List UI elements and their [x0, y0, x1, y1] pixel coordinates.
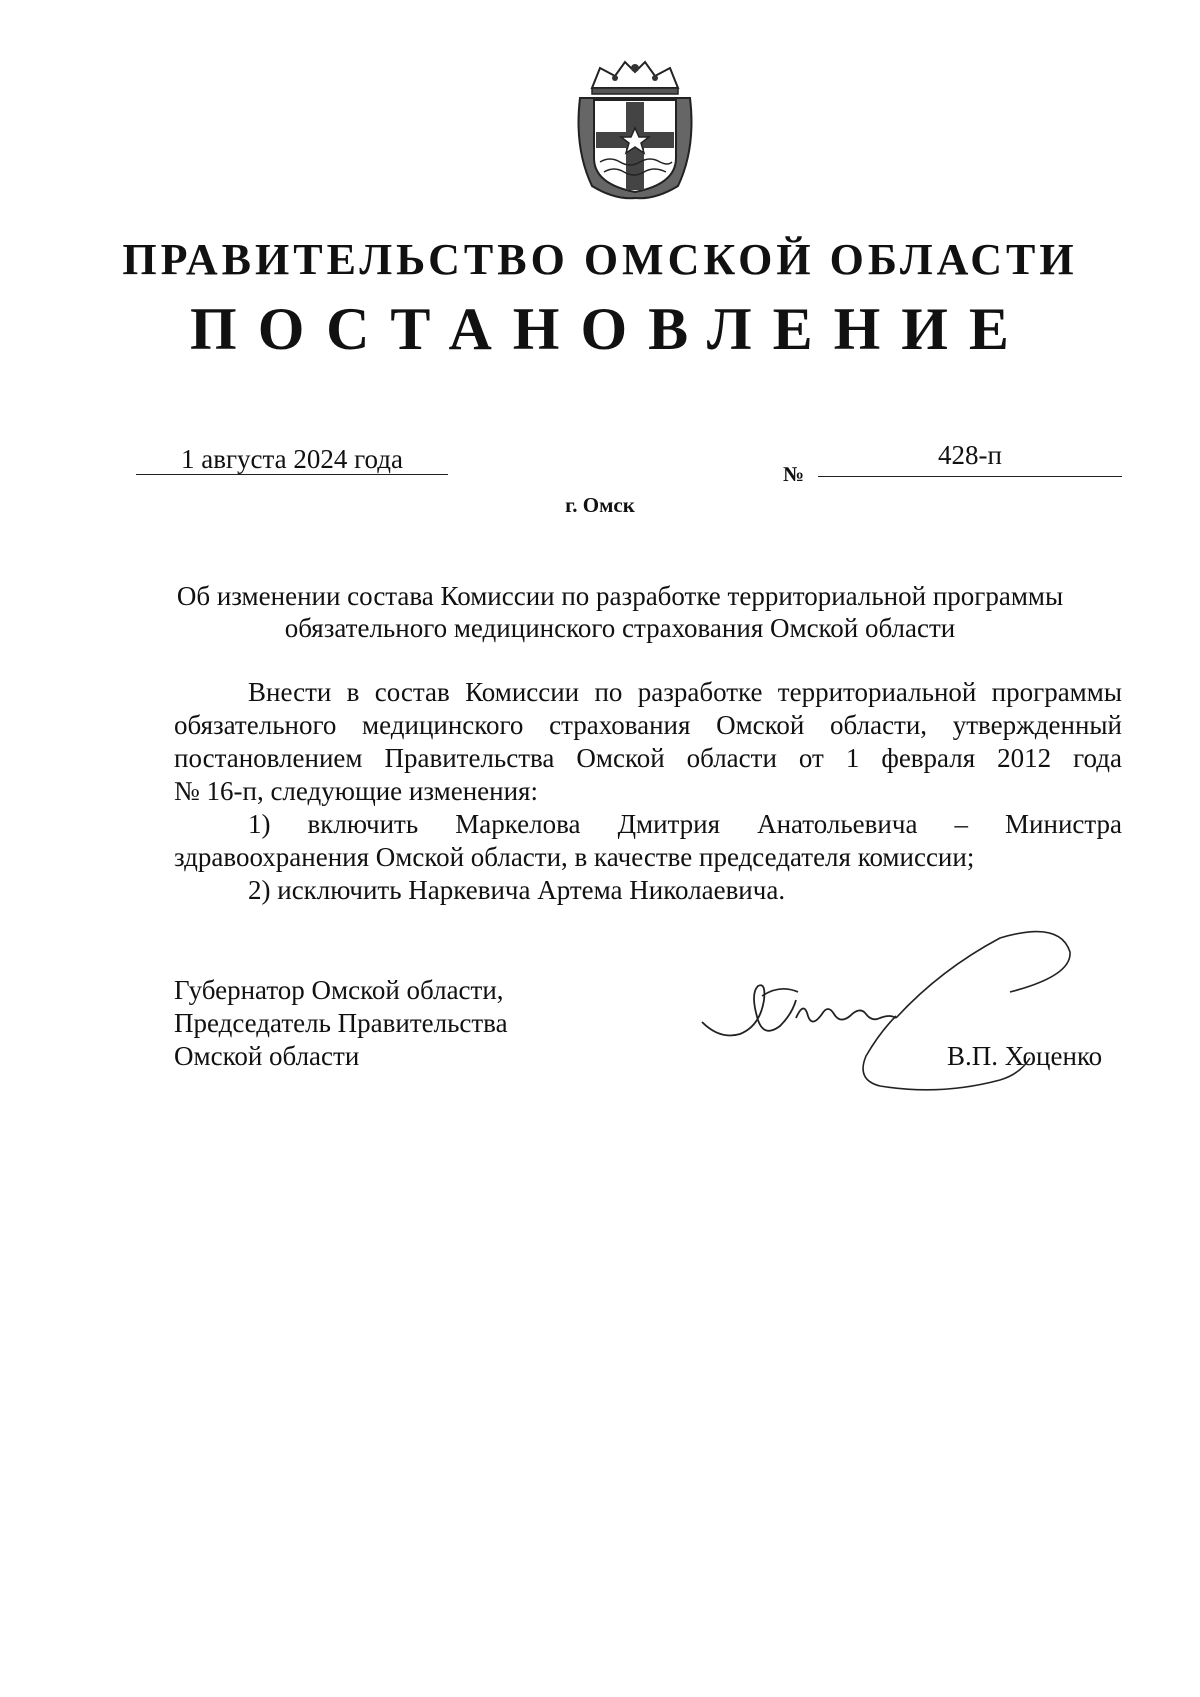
body-line: обязательного медицинского страхования Омской области, утвержденный [174, 710, 1122, 740]
document-type-title: ПОСТАНОВЛЕНИЕ [190, 296, 1030, 362]
signatory-title-line: Губернатор Омской области, [174, 975, 504, 1005]
coat-of-arms-icon [570, 58, 700, 200]
signatory-name: В.П. Хоценко [947, 1041, 1103, 1071]
body-line: Внести в состав Комиссии по разработке территориальной программы [248, 677, 1122, 707]
city-label: г. Омск [565, 493, 635, 517]
signatory-title-line: Омской области [174, 1041, 360, 1071]
number-sign: № [783, 462, 805, 486]
body-line: постановлением Правительства Омской области от 1 февраля 2012 года [174, 743, 1122, 773]
issuing-authority: ПРАВИТЕЛЬСТВО ОМСКОЙ ОБЛАСТИ [122, 235, 1078, 284]
signatory-title [174, 974, 594, 1073]
number-underline [818, 476, 1122, 477]
body-line: здравоохранения Омской области, в качестве председателя комиссии; [174, 842, 975, 872]
list-item-exclude: 2) исключить Наркевича Артема Николаевича. [248, 875, 786, 905]
signatory-title-line: Председатель Правительства [174, 1008, 508, 1038]
document-body [174, 676, 1122, 907]
handwritten-signature-icon [700, 930, 1110, 1110]
document-date: 1 августа 2024 года [181, 444, 403, 474]
document-number: 428-п [938, 440, 1002, 470]
date-underline [136, 474, 448, 475]
subject-line: обязательного медицинского страхования Омской области [284, 613, 956, 643]
list-item-include: 1) включить Маркелова Дмитрия Анатольевича – Министра [248, 809, 1122, 839]
body-line: № 16-п, следующие изменения: [174, 776, 538, 806]
subject-line: Об изменении состава Комиссии по разработке территориальной программы [176, 581, 1064, 611]
document-subject [150, 580, 1090, 644]
